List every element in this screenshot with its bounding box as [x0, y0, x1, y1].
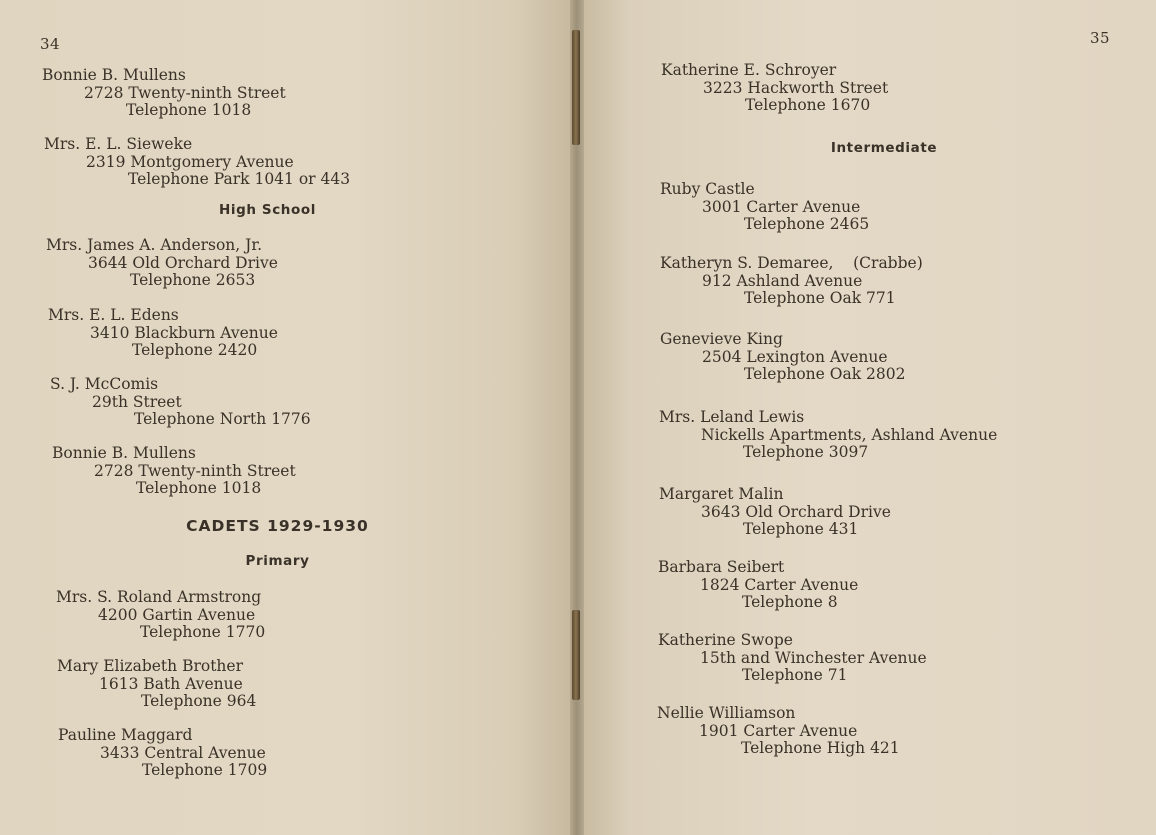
entry-phone: Telephone High 421 [741, 739, 900, 757]
entry-phone: Telephone 1670 [745, 96, 871, 114]
page-number: 35 [1090, 29, 1111, 47]
entry-address: 3644 Old Orchard Drive [88, 253, 278, 272]
directory-entry [58, 727, 267, 780]
entry-name: Bonnie B. Mullens [42, 66, 186, 84]
entry-phone: Telephone 1018 [126, 101, 252, 119]
entry-phone: Telephone 1709 [142, 761, 268, 779]
binding-staple [572, 30, 580, 145]
directory-entry [52, 445, 296, 498]
entry-address: 1613 Bath Avenue [99, 674, 243, 693]
entry-phone: Telephone 2420 [132, 341, 258, 359]
entry-name: Mrs. S. Roland Armstrong [56, 588, 262, 606]
entry-phone: Telephone 1770 [140, 623, 266, 641]
entry-address: 3410 Blackburn Avenue [90, 323, 278, 342]
directory-entry [658, 559, 858, 612]
entry-phone: Telephone 71 [742, 666, 848, 684]
entry-name: Ruby Castle [660, 180, 755, 198]
entry-address: 3643 Old Orchard Drive [701, 502, 891, 521]
left-page [0, 0, 572, 835]
page-number: 34 [40, 35, 61, 53]
entry-name: S. J. McComis [50, 375, 159, 393]
entry-phone: Telephone Park 1041 or 443 [128, 170, 351, 188]
directory-entry [660, 331, 905, 384]
entry-phone: Telephone 964 [141, 692, 257, 710]
entry-phone: Telephone North 1776 [134, 410, 311, 428]
entry-address: 1824 Carter Avenue [700, 575, 859, 594]
entry-address: 4200 Gartin Avenue [98, 605, 256, 624]
entry-phone: Telephone 1018 [136, 479, 262, 497]
binding-staple [572, 610, 580, 700]
directory-entry [661, 62, 888, 115]
directory-entry [56, 589, 265, 642]
entry-name: Mrs. E. L. Sieweke [44, 135, 193, 153]
directory-entry [48, 307, 278, 360]
directory-entry [44, 136, 350, 189]
entry-name: Katheryn S. Demaree, (Crabbe) [660, 254, 923, 272]
entry-name: Mrs. Leland Lewis [659, 408, 805, 426]
directory-entry [659, 486, 891, 539]
entry-address: 3223 Hackworth Street [703, 78, 889, 97]
entry-phone: Telephone 431 [743, 520, 859, 538]
section-heading-primary: Primary [245, 553, 310, 569]
entry-name: Bonnie B. Mullens [52, 444, 196, 462]
entry-address: 912 Ashland Avenue [702, 271, 863, 290]
entry-address: 2319 Montgomery Avenue [86, 152, 294, 171]
entry-name: Pauline Maggard [58, 726, 193, 744]
directory-entry [42, 67, 286, 120]
entry-address: 2504 Lexington Avenue [702, 347, 888, 366]
directory-entry [57, 658, 256, 711]
entry-phone: Telephone 2653 [130, 271, 256, 289]
directory-entry [660, 181, 869, 234]
entry-phone: Telephone Oak 771 [744, 289, 896, 307]
entry-name: Margaret Malin [659, 485, 784, 503]
section-heading-intermediate: Intermediate [830, 140, 938, 156]
entry-name: Katherine E. Schroyer [661, 61, 837, 79]
entry-name: Nellie Williamson [657, 704, 796, 722]
entry-phone: Telephone 2465 [744, 215, 870, 233]
entry-phone: Telephone Oak 2802 [744, 365, 906, 383]
entry-phone: Telephone 3097 [743, 443, 869, 461]
directory-entry [657, 705, 900, 758]
directory-entry [659, 409, 997, 462]
entry-address: 2728 Twenty-ninth Street [84, 83, 286, 102]
entry-name: Barbara Seibert [658, 558, 785, 576]
entry-address: 3001 Carter Avenue [702, 197, 861, 216]
entry-address: Nickells Apartments, Ashland Avenue [701, 425, 998, 444]
cadets-heading: CADETS 1929-1930 [186, 517, 369, 535]
entry-name: Mrs. James A. Anderson, Jr. [46, 236, 262, 254]
entry-name: Genevieve King [660, 330, 783, 348]
entry-address: 29th Street [92, 392, 182, 411]
directory-entry [660, 255, 923, 308]
entry-name: Katherine Swope [658, 631, 793, 649]
directory-entry [46, 237, 278, 290]
right-page [584, 0, 1156, 835]
directory-entry [50, 376, 311, 429]
entry-address: 15th and Winchester Avenue [700, 648, 927, 667]
entry-name: Mrs. E. L. Edens [48, 306, 179, 324]
directory-entry [658, 632, 927, 685]
entry-address: 2728 Twenty-ninth Street [94, 461, 296, 480]
entry-address: 3433 Central Avenue [100, 743, 266, 762]
entry-phone: Telephone 8 [742, 593, 838, 611]
entry-name: Mary Elizabeth Brother [57, 657, 243, 675]
entry-address: 1901 Carter Avenue [699, 721, 858, 740]
section-heading-high-school: High School [218, 202, 316, 218]
